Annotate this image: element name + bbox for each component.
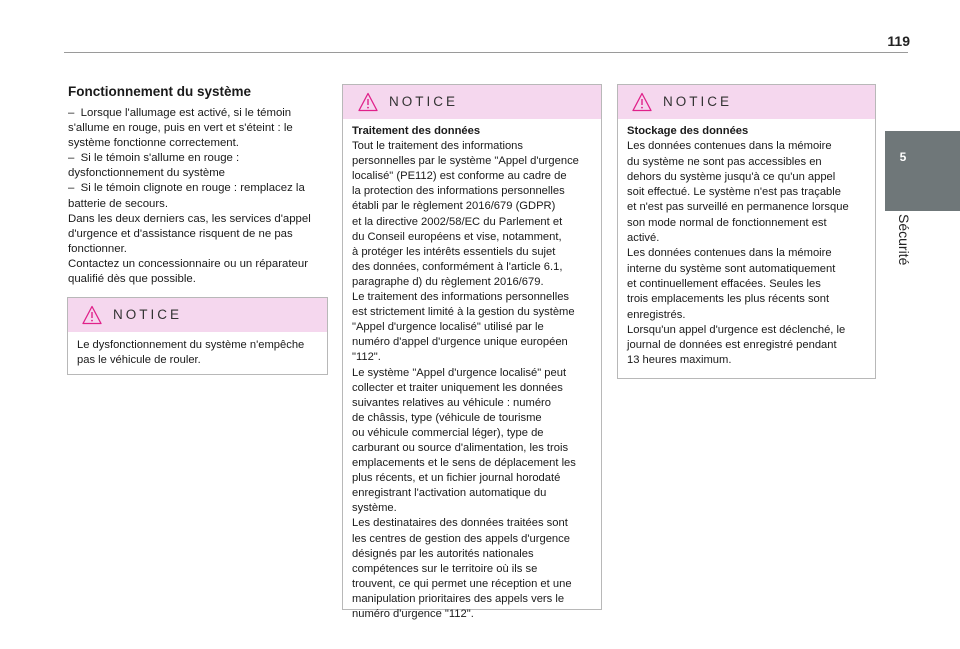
notice-subheading: Stockage des données bbox=[627, 125, 749, 137]
notice-box-2 bbox=[342, 84, 602, 620]
notice-body: Tout le traitement des informations personnelles par le système "Appel d'urgence localisé" (PE112) est conforme au cadre de la protection des informations personnelles établi par le règlement 2016/679 (GDPR) et la directive 2002/58/EC du Parlement et du Conseil européens et vise, notamment, à protéger les intérêts essentiels du sujet des données, conformément à l'article 6.1, paragraphe d) du règlement 2016/679. Le traitement des informations personnelles est strictement limité à la gestion du système "Appel d'urgence localisé" utilisé par le numéro d'appel d'urgence unique européen "112". Le système "Appel d'urgence localisé" peut collecter et traiter uniquement les données suivantes relatives au véhicule : numéro de châssis, type (véhicule de tourisme ou véhicule commercial léger), type de carburant ou source d'alimentation, les trois emplacements et le sens de déplacement les plus récents, et un fichier journal horodaté enregistrant l'activation automatique du système. Les destinataires des données traitées sont les centres de gestion des appels d'urgence désignés par les autorités nationales compétences sur le territoire où ils se trouvent, ce qui permet une réception et une manipulation prioritaires des appels vers le numéro d'urgence "112". bbox=[352, 140, 579, 620]
section-heading: Fonctionnement du système bbox=[68, 84, 252, 99]
section-body: – Lorsque l'allumage est activé, si le témoin s'allume en rouge, puis en vert et s'éteint : le système fonctionne correctement. – Si le témoin s'allume en rouge : dysfonctionnement du système – Si le témoin clignote en rouge : remplacez la batterie de secours. Dans les deux derniers cas, les services d'appel d'urgence et d'assistance risquent de ne pas fonctionner. Contactez un concessionnaire ou un réparateur qualifié dès que possible. bbox=[68, 107, 311, 286]
notice-box-1 bbox=[67, 297, 328, 375]
notice-header bbox=[618, 85, 875, 119]
notice-body-wrap bbox=[618, 119, 875, 377]
chapter-number: 5 bbox=[899, 150, 907, 164]
notice-title: NOTICE bbox=[663, 94, 733, 109]
warning-icon bbox=[632, 92, 652, 112]
chapter-label-wrap bbox=[890, 214, 914, 294]
chapter-label: Sécurité bbox=[896, 214, 912, 266]
page-number: 119 bbox=[887, 33, 910, 49]
notice-title: NOTICE bbox=[389, 94, 459, 109]
top-rule bbox=[64, 52, 908, 53]
notice-body: Le dysfonctionnement du système n'empêche pas le véhicule de rouler. bbox=[77, 339, 305, 367]
chapter-tab[interactable] bbox=[885, 131, 960, 211]
section-column bbox=[68, 84, 330, 287]
warning-icon bbox=[358, 92, 378, 112]
notice-box-3 bbox=[617, 84, 876, 379]
warning-icon bbox=[82, 305, 102, 325]
notice-subheading: Traitement des données bbox=[352, 125, 481, 137]
notice-title: NOTICE bbox=[113, 307, 183, 322]
notice-header bbox=[343, 85, 601, 119]
notice-header bbox=[68, 298, 327, 332]
notice-body: Les données contenues dans la mémoire du système ne sont pas accessibles en dehors du système jusqu'à ce qu'un appel soit effectué. Le système n'est pas traçable et n'est pas surveillé en permanence lorsque son mode normal de fonctionnement est activé. Les données contenues dans la mémoire interne du système sont automatiquement et continuellement effacées. Seules les trois emplacements les plus récents sont enregistrés. Lorsqu'un appel d'urgence est déclenché, le journal de données est enregistré pendant 13 heures maximum. bbox=[627, 140, 849, 367]
notice-body-wrap bbox=[343, 119, 601, 630]
